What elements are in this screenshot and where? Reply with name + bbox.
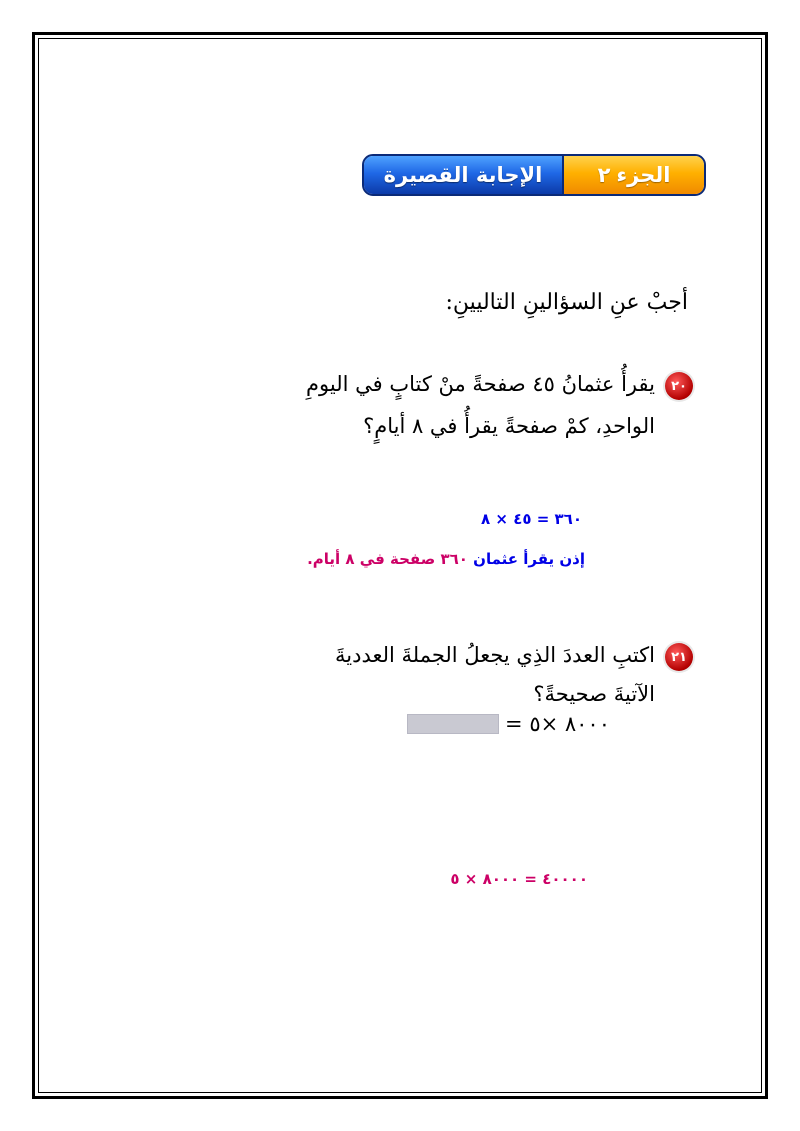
section-part-label: الجزء xyxy=(616,163,671,187)
section-title: الإجابة القصيرة xyxy=(364,156,562,194)
answer-blank-box[interactable] xyxy=(407,714,499,734)
question-21-equation-text: = ٨٠٠٠ ×٥ xyxy=(505,712,610,736)
question-20-answer xyxy=(307,550,585,568)
question-20-line-2: الواحدِ، كمْ صفحةً يقرأُ في ٨ أيامٍ؟ xyxy=(363,414,655,438)
section-part-badge xyxy=(562,156,704,194)
question-21-equation xyxy=(407,712,610,736)
question-21-line-2: الآتيةَ صحيحةً؟ xyxy=(533,682,655,706)
question-21-solution-equation: ٤٠٠٠٠ = ٨٠٠٠ × ٥ xyxy=(450,870,588,888)
question-number-badge: ٢١ xyxy=(665,643,693,671)
section-header-banner xyxy=(362,154,706,196)
instruction-text: أجبْ عنِ السؤالينِ التاليينِ: xyxy=(445,290,688,315)
question-21-line-1: اكتبِ العددَ الذِي يجعلُ الجملةَ العدديةَ xyxy=(334,643,655,667)
question-20-line-1: يقرأُ عثمانُ ٤٥ صفحةً منْ كتابٍ في اليومِ xyxy=(306,372,655,396)
answer-prefix: إذن يقرأ عثمان xyxy=(473,550,585,568)
answer-value: ٣٦٠ صفحة في ٨ أيام. xyxy=(307,550,468,568)
question-20-solution-equation: ٣٦٠ = ٤٥ × ٨ xyxy=(481,510,582,528)
question-number-badge: ٢٠ xyxy=(665,372,693,400)
section-part-number: ٢ xyxy=(597,163,611,187)
